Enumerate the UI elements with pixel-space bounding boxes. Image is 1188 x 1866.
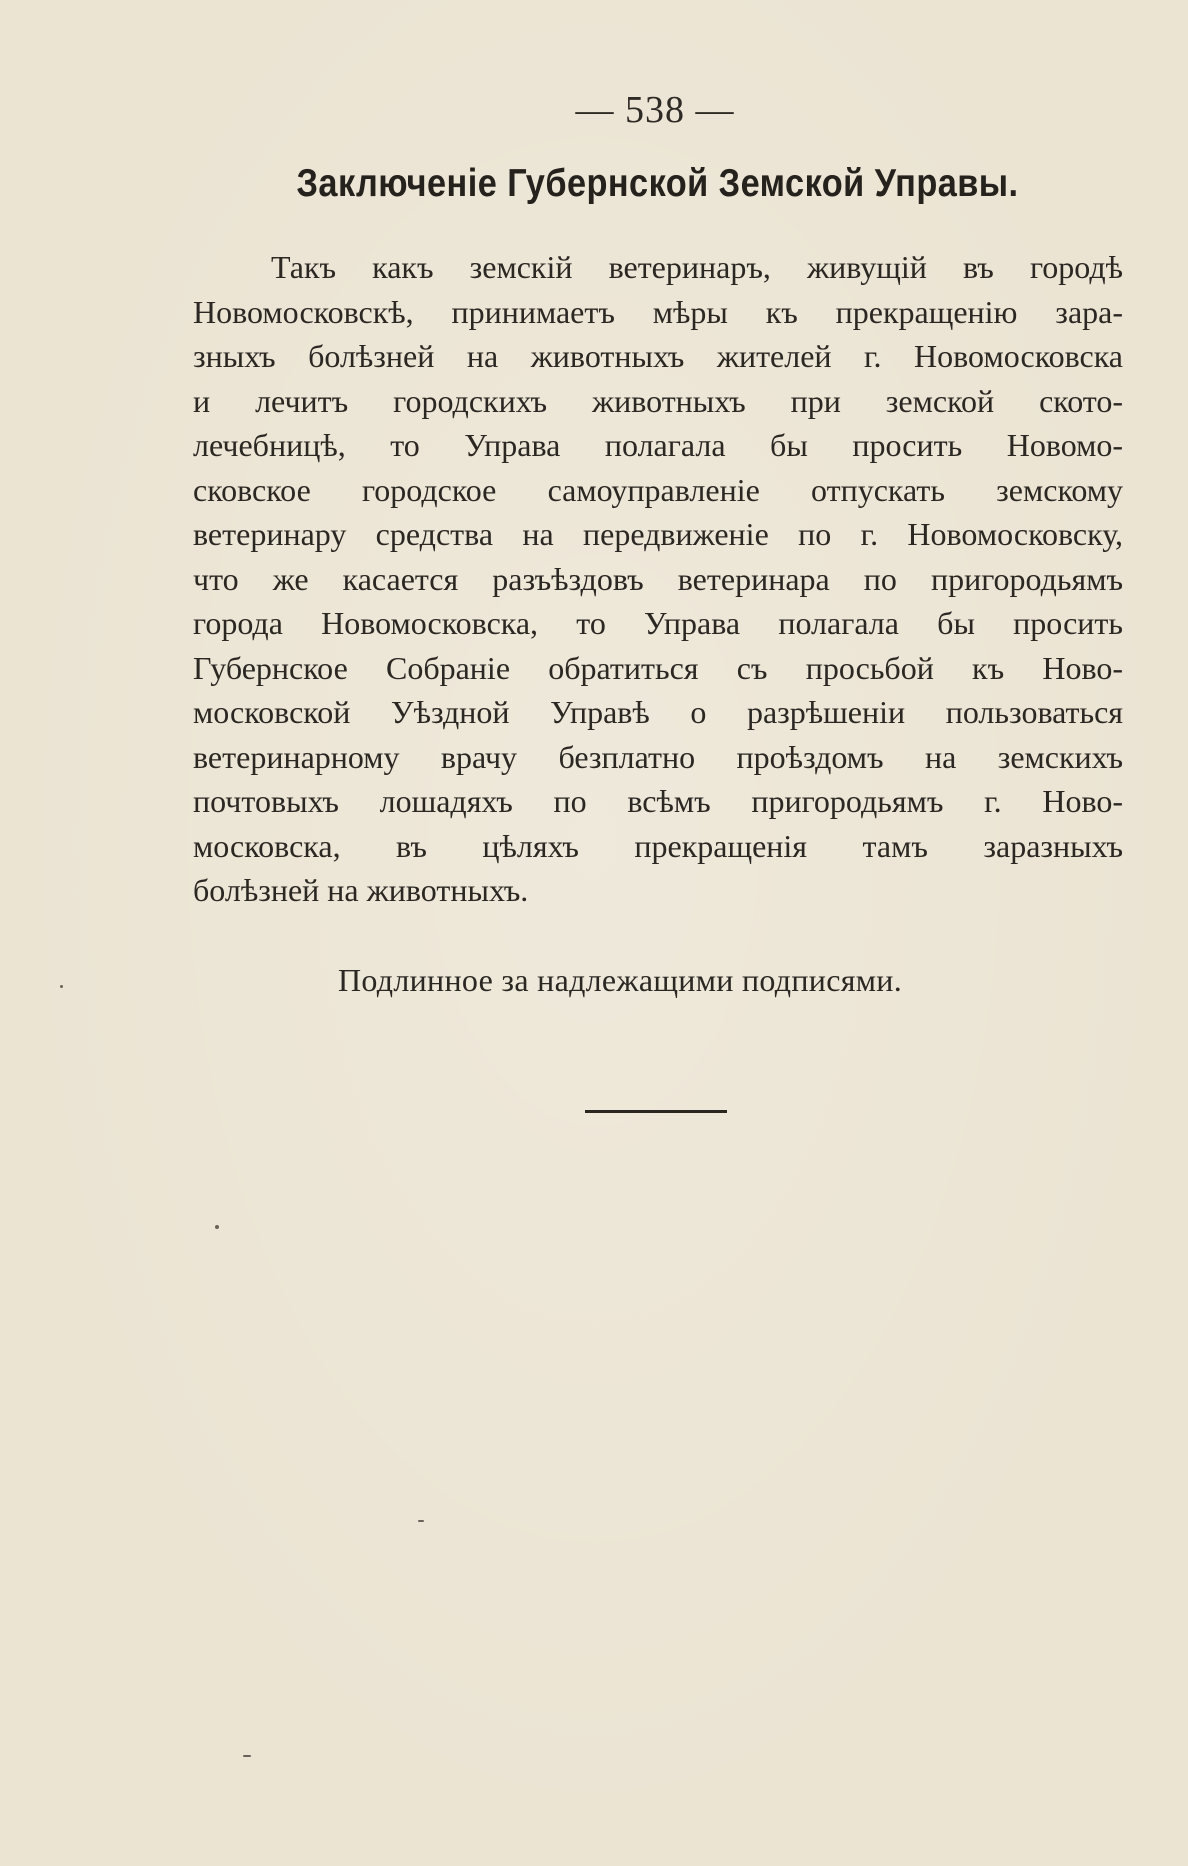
paper-speck <box>60 985 63 988</box>
paper-speck <box>215 1225 219 1229</box>
body-line: ветеринарному врачу безплатно проѣздомъ на земскихъ <box>193 738 1123 775</box>
body-line: что же касается разъѣздовъ ветеринара по пригородьямъ <box>193 560 1123 597</box>
section-heading: Заключеніе Губернской Земской Управы. <box>296 162 1019 205</box>
page-number: — 538 — <box>575 89 735 131</box>
body-line: московской Уѣздной Управѣ о разрѣшеніи пользоваться <box>193 694 1123 730</box>
paper-speck <box>418 1520 424 1522</box>
section-divider <box>585 1110 727 1113</box>
body-line: болѣзней на животныхъ. <box>193 872 529 908</box>
body-line: сковское городское самоуправленіе отпускать земскому <box>193 471 1123 508</box>
body-line: ветеринару средства на передвиженіе по г. Новомосковску, <box>193 516 1123 552</box>
body-line: Новомосковскѣ, принимаетъ мѣры къ прекращенію зара- <box>193 293 1123 330</box>
body-line: Губернское Собраніе обратиться съ просьбой къ Ново- <box>193 649 1123 686</box>
body-line: города Новомосковска, то Управа полагала бы просить <box>193 605 1123 641</box>
body-line: и лечитъ городскихъ животныхъ при земской ското- <box>193 382 1123 419</box>
paper-speck <box>243 1755 251 1757</box>
body-line: московска, въ цѣляхъ прекращенія тамъ заразныхъ <box>193 827 1123 864</box>
body-line: зныхъ болѣзней на животныхъ жителей г. Новомосковска <box>193 338 1123 374</box>
body-line: Такъ какъ земскій ветеринаръ, живущій въ городѣ <box>271 249 1123 285</box>
signature-note: Подлинное за надлежащими подписями. <box>338 962 903 998</box>
body-line: лечебницѣ, то Управа полагала бы просить Новомо- <box>193 427 1123 463</box>
body-line: почтовыхъ лошадяхъ по всѣмъ пригородьямъ г. Ново- <box>193 783 1123 819</box>
body-paragraph <box>193 245 1123 913</box>
